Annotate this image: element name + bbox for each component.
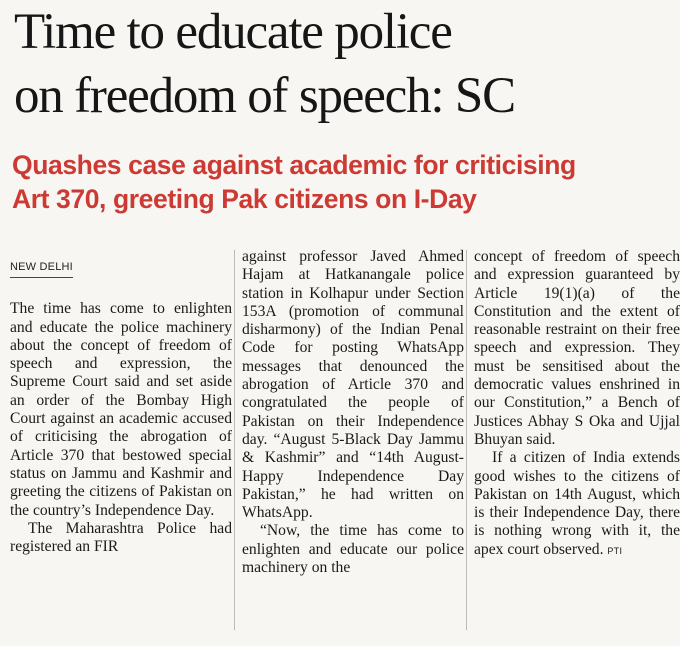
column-1-paragraph-2: The Maharashtra Police had registered an FIR	[10, 519, 232, 556]
headline	[14, 0, 680, 128]
column-3-paragraph-2	[474, 449, 680, 560]
column-2-paragraph-2: “Now, the time has come to enlighten and educate our police machinery on the	[242, 522, 464, 577]
article-column-1	[10, 248, 232, 556]
subheadline	[12, 148, 680, 216]
subhead-line-2: Art 370, greeting Pak citizens on I-Day	[12, 184, 477, 214]
column-1-paragraph-1: The time has come to enlighten and educate the police machinery about the concept of freedom of speech and expression, the Supreme Court said and set aside an order of the Bombay High Court against an academic accused of criticising the abrogation of Article 370 that bestowed special status on Jammu and Kashmir and greeting the citizens of Pakistan on the country’s Independence Day.	[10, 300, 232, 519]
column-3-paragraph-2-text: If a citizen of India extends good wishes to the citizens of Pakistan on 14th August, which is their Independence Day, there is nothing wrong with it, the apex court observed.	[474, 449, 680, 558]
article-column-2	[242, 248, 464, 577]
headline-line-1: Time to educate police	[14, 4, 452, 60]
column-divider-2	[466, 250, 467, 630]
column-3-paragraph-1: concept of freedom of speech and expression guaranteed by Article 19(1)(a) of the Constitution and the extent of reasonable restraint on their free speech and expression. They must be sensitised about the democratic values enshrined in our Constitution,” a Bench of Justices Abhay S Oka and Ujjal Bhuyan said.	[474, 248, 680, 448]
dateline: NEW DELHI	[10, 258, 73, 278]
column-2-paragraph-1: against professor Javed Ahmed Hajam at Hatkanangale police station in Kolhapur under Section 153A (promotion of communal disharmony) of the Indian Penal Code for posting WhatsApp messages that denounced the abrogation of Article 370 and congratulated the people of Pakistan on their Independence day. “August 5-Black Day Jammu & Kashmir” and “14th August-Happy Independence Day Pakistan,” he had written on WhatsApp.	[242, 248, 464, 522]
subhead-line-1: Quashes case against academic for criticising	[12, 150, 576, 180]
article-column-3	[474, 248, 680, 560]
column-divider-1	[234, 250, 235, 630]
agency-credit: PTI	[607, 545, 623, 556]
headline-line-2: on freedom of speech: SC	[14, 68, 515, 124]
